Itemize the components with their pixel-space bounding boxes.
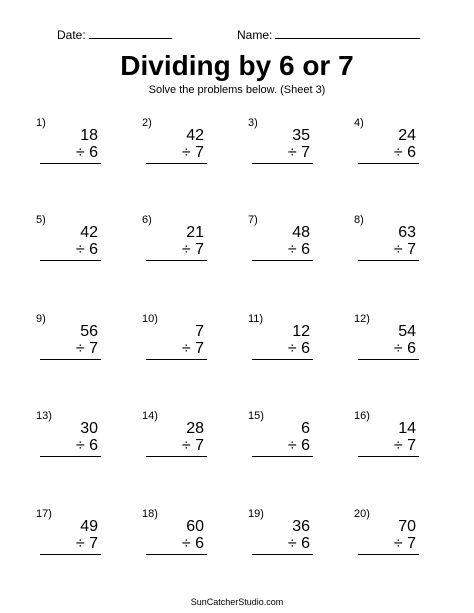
problem-divisor: ÷ 6 xyxy=(287,241,310,258)
problem-item xyxy=(38,214,98,264)
problem-dividend: 56 xyxy=(80,323,98,340)
problem-dividend: 18 xyxy=(80,127,98,144)
answer-line xyxy=(358,456,419,457)
answer-line xyxy=(252,359,313,360)
problem-number: 13) xyxy=(36,410,52,422)
problem-dividend: 28 xyxy=(186,420,204,437)
answer-line xyxy=(146,554,207,555)
problem-divisor: ÷ 6 xyxy=(181,535,204,552)
problem-divisor: ÷ 6 xyxy=(75,144,98,161)
problem-number: 20) xyxy=(354,508,370,520)
date-field[interactable] xyxy=(57,28,172,42)
worksheet-subtitle: Solve the problems below. (Sheet 3) xyxy=(148,84,326,96)
problem-number: 7) xyxy=(248,214,258,226)
problem-number: 1) xyxy=(36,117,46,129)
problem-dividend: 70 xyxy=(398,518,416,535)
problem-number: 16) xyxy=(354,410,370,422)
problem-dividend: 60 xyxy=(186,518,204,535)
problem-item xyxy=(356,508,416,558)
problem-number: 12) xyxy=(354,313,370,325)
problem-dividend: 21 xyxy=(186,224,204,241)
answer-line xyxy=(40,163,101,164)
problem-dividend: 30 xyxy=(80,420,98,437)
problem-item xyxy=(250,313,310,363)
problem-dividend: 49 xyxy=(80,518,98,535)
problem-item xyxy=(250,117,310,167)
problem-dividend: 24 xyxy=(398,127,416,144)
problem-divisor: ÷ 7 xyxy=(181,340,204,357)
answer-line xyxy=(252,163,313,164)
problem-number: 17) xyxy=(36,508,52,520)
problem-divisor: ÷ 6 xyxy=(393,144,416,161)
problem-item xyxy=(144,117,204,167)
problem-dividend: 63 xyxy=(398,224,416,241)
problem-divisor: ÷ 6 xyxy=(75,437,98,454)
date-blank-line[interactable] xyxy=(89,37,172,39)
problem-dividend: 12 xyxy=(292,323,310,340)
problem-dividend: 14 xyxy=(398,420,416,437)
answer-line xyxy=(358,554,419,555)
problem-divisor: ÷ 7 xyxy=(75,535,98,552)
name-blank-line[interactable] xyxy=(275,37,420,39)
problem-dividend: 36 xyxy=(292,518,310,535)
problem-dividend: 7 xyxy=(195,323,204,340)
answer-line xyxy=(146,260,207,261)
problem-item xyxy=(250,508,310,558)
problem-item xyxy=(356,410,416,460)
problem-number: 6) xyxy=(142,214,152,226)
worksheet-title: Dividing by 6 or 7 xyxy=(120,50,354,81)
answer-line xyxy=(146,456,207,457)
problem-divisor: ÷ 7 xyxy=(75,340,98,357)
answer-line xyxy=(146,359,207,360)
problem-divisor: ÷ 7 xyxy=(393,535,416,552)
problem-item xyxy=(144,410,204,460)
problem-divisor: ÷ 6 xyxy=(75,241,98,258)
problem-item xyxy=(38,313,98,363)
problem-number: 2) xyxy=(142,117,152,129)
problem-divisor: ÷ 6 xyxy=(287,340,310,357)
problem-item xyxy=(38,410,98,460)
problem-number: 19) xyxy=(248,508,264,520)
problem-divisor: ÷ 7 xyxy=(393,437,416,454)
problem-item xyxy=(356,214,416,264)
problem-number: 9) xyxy=(36,313,46,325)
problem-item xyxy=(356,117,416,167)
problem-number: 8) xyxy=(354,214,364,226)
problem-divisor: ÷ 6 xyxy=(393,340,416,357)
answer-line xyxy=(358,163,419,164)
problem-dividend: 42 xyxy=(80,224,98,241)
answer-line xyxy=(358,260,419,261)
answer-line xyxy=(252,456,313,457)
problem-dividend: 42 xyxy=(186,127,204,144)
problem-divisor: ÷ 7 xyxy=(287,144,310,161)
date-label: Date: xyxy=(57,28,86,42)
problem-number: 18) xyxy=(142,508,158,520)
problem-divisor: ÷ 7 xyxy=(181,144,204,161)
footer-credit: SunCatcherStudio.com xyxy=(190,597,284,607)
problem-divisor: ÷ 7 xyxy=(181,437,204,454)
problem-number: 15) xyxy=(248,410,264,422)
answer-line xyxy=(40,554,101,555)
problem-divisor: ÷ 7 xyxy=(393,241,416,258)
answer-line xyxy=(40,456,101,457)
problem-item xyxy=(144,214,204,264)
problem-item xyxy=(356,313,416,363)
name-field[interactable] xyxy=(237,28,420,42)
problem-item xyxy=(144,313,204,363)
problem-item xyxy=(38,117,98,167)
problem-number: 10) xyxy=(142,313,158,325)
name-label: Name: xyxy=(237,28,273,42)
problem-item xyxy=(250,410,310,460)
problem-number: 5) xyxy=(36,214,46,226)
answer-line xyxy=(358,359,419,360)
problem-dividend: 6 xyxy=(301,420,310,437)
problem-dividend: 54 xyxy=(398,323,416,340)
problem-dividend: 48 xyxy=(292,224,310,241)
problem-number: 4) xyxy=(354,117,364,129)
problem-item xyxy=(144,508,204,558)
problem-dividend: 35 xyxy=(292,127,310,144)
answer-line xyxy=(252,260,313,261)
problem-divisor: ÷ 7 xyxy=(181,241,204,258)
answer-line xyxy=(40,260,101,261)
problem-divisor: ÷ 6 xyxy=(287,437,310,454)
problem-divisor: ÷ 6 xyxy=(287,535,310,552)
answer-line xyxy=(252,554,313,555)
answer-line xyxy=(40,359,101,360)
problem-number: 14) xyxy=(142,410,158,422)
answer-line xyxy=(146,163,207,164)
problem-item xyxy=(38,508,98,558)
problem-item xyxy=(250,214,310,264)
problem-number: 11) xyxy=(248,313,264,325)
problem-number: 3) xyxy=(248,117,258,129)
